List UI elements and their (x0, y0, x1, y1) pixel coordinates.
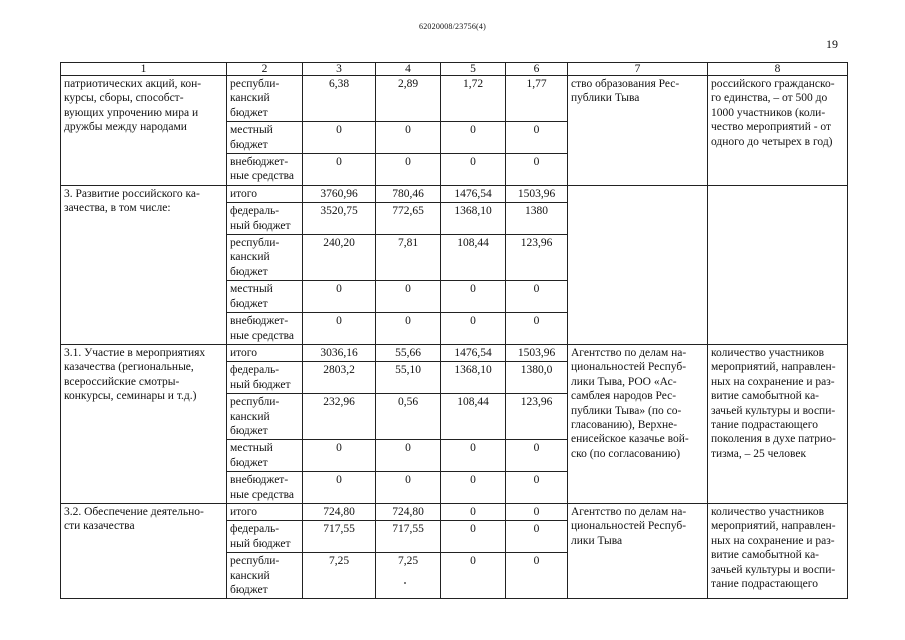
amount-cell-c3: 6,38 (303, 76, 376, 122)
amount-cell-c3: 2803,2 (303, 362, 376, 394)
amount-cell-c4: 7,25 (376, 553, 441, 599)
indicator-cell (708, 185, 848, 344)
amount-cell-c6: 1,77 (506, 76, 568, 122)
amount-cell-c4: 0 (376, 281, 441, 313)
funding-source-cell: итого (227, 503, 303, 520)
amount-cell-c3: 0 (303, 440, 376, 472)
amount-cell-c5: 108,44 (441, 235, 506, 281)
amount-cell-c6: 0 (506, 503, 568, 520)
table-body (61, 63, 848, 599)
amount-cell-c4: 55,10 (376, 362, 441, 394)
amount-cell-c5: 1368,10 (441, 362, 506, 394)
amount-cell-c6: 0 (506, 553, 568, 599)
indicator-cell: количество участников мероприятий, направлен- ных на сохранение и раз- витие самобытной ка- зачьей культуры и воспи- тание подрастающего поколения в духе патрио- тизма, – 25 человек (708, 344, 848, 503)
page-number: 19 (826, 37, 838, 51)
amount-cell-c3: 7,25 (303, 553, 376, 599)
header-col-2: 2 (227, 63, 303, 76)
amount-cell-c3: 0 (303, 281, 376, 313)
amount-cell-c5: 0 (441, 503, 506, 520)
amount-cell-c4: 724,80 (376, 503, 441, 520)
executor-cell (568, 185, 708, 344)
header-col-4: 4 (376, 63, 441, 76)
amount-cell-c4: 0 (376, 472, 441, 504)
funding-source-cell: республи- канский бюджет (227, 553, 303, 599)
amount-cell-c6: 0 (506, 313, 568, 345)
amount-cell-c4: 2,89 (376, 76, 441, 122)
funding-source-cell: местный бюджет (227, 122, 303, 154)
amount-cell-c5: 0 (441, 553, 506, 599)
amount-cell-c4: 0 (376, 154, 441, 186)
amount-cell-c3: 232,96 (303, 394, 376, 440)
amount-cell-c3: 3036,16 (303, 344, 376, 361)
activity-name-cell: 3.1. Участие в мероприятиях казачества (региональные, всероссийские смотры- конкурсы, семинары и т.д.) (61, 344, 227, 503)
amount-cell-c3: 3520,75 (303, 203, 376, 235)
amount-cell-c3: 0 (303, 472, 376, 504)
activity-name-cell: патриотических акций, кон- курсы, сборы, способст- вующих упрочению мира и дружбы между народами (61, 76, 227, 186)
amount-cell-c6: 1503,96 (506, 344, 568, 361)
amount-cell-c4: 772,65 (376, 203, 441, 235)
funding-source-cell: республи- канский бюджет (227, 235, 303, 281)
amount-cell-c5: 0 (441, 521, 506, 553)
amount-cell-c4: 0 (376, 122, 441, 154)
funding-source-cell: внебюджет- ные средства (227, 313, 303, 345)
funding-source-cell: местный бюджет (227, 440, 303, 472)
amount-cell-c5: 0 (441, 472, 506, 504)
header-col-3: 3 (303, 63, 376, 76)
amount-cell-c6: 123,96 (506, 235, 568, 281)
amount-cell-c4: 7,81 (376, 235, 441, 281)
header-row (61, 63, 848, 76)
table-row (61, 185, 848, 202)
amount-cell-c4: 0 (376, 313, 441, 345)
amount-cell-c6: 0 (506, 122, 568, 154)
document-code: 62020008/23756(4) (419, 22, 486, 31)
amount-cell-c4: 0,56 (376, 394, 441, 440)
indicator-cell: российского гражданско- го единства, – от 500 до 1000 участников (коли- чество мероприятий - от одного до четырех в год) (708, 76, 848, 186)
funding-source-cell: республи- канский бюджет (227, 76, 303, 122)
funding-source-cell: итого (227, 185, 303, 202)
amount-cell-c5: 0 (441, 440, 506, 472)
amount-cell-c3: 0 (303, 313, 376, 345)
executor-cell: Агентство по делам на- циональностей Респуб- лики Тыва, РОО «Ас- самблея народов Рес- публики Тыва» (по со- гласованию), Верхне- енисейское казачье вой- ско (по согласованию) (568, 344, 708, 503)
amount-cell-c5: 0 (441, 122, 506, 154)
amount-cell-c4: 0 (376, 440, 441, 472)
amount-cell-c3: 240,20 (303, 235, 376, 281)
amount-cell-c6: 123,96 (506, 394, 568, 440)
funding-source-cell: итого (227, 344, 303, 361)
table-row (61, 503, 848, 520)
amount-cell-c5: 0 (441, 313, 506, 345)
amount-cell-c3: 724,80 (303, 503, 376, 520)
amount-cell-c3: 717,55 (303, 521, 376, 553)
amount-cell-c4: 780,46 (376, 185, 441, 202)
funding-source-cell: внебюджет- ные средства (227, 472, 303, 504)
amount-cell-c6: 0 (506, 472, 568, 504)
amount-cell-c6: 0 (506, 440, 568, 472)
speck-mark (404, 582, 406, 584)
amount-cell-c5: 0 (441, 281, 506, 313)
header-col-8: 8 (708, 63, 848, 76)
activity-name-cell: 3. Развитие российского ка- зачества, в том числе: (61, 185, 227, 344)
amount-cell-c6: 0 (506, 154, 568, 186)
amount-cell-c4: 55,66 (376, 344, 441, 361)
amount-cell-c3: 0 (303, 154, 376, 186)
amount-cell-c5: 1,72 (441, 76, 506, 122)
amount-cell-c5: 0 (441, 154, 506, 186)
amount-cell-c5: 1368,10 (441, 203, 506, 235)
amount-cell-c6: 1380 (506, 203, 568, 235)
amount-cell-c6: 0 (506, 521, 568, 553)
amount-cell-c6: 1503,96 (506, 185, 568, 202)
activity-name-cell: 3.2. Обеспечение деятельно- сти казачества (61, 503, 227, 598)
amount-cell-c5: 1476,54 (441, 185, 506, 202)
table-row (61, 76, 848, 122)
header-col-7: 7 (568, 63, 708, 76)
amount-cell-c4: 717,55 (376, 521, 441, 553)
funding-source-cell: федераль- ный бюджет (227, 203, 303, 235)
amount-cell-c6: 1380,0 (506, 362, 568, 394)
amount-cell-c3: 3760,96 (303, 185, 376, 202)
header-col-5: 5 (441, 63, 506, 76)
executor-cell: ство образования Рес- публики Тыва (568, 76, 708, 186)
funding-source-cell: федераль- ный бюджет (227, 362, 303, 394)
indicator-cell: количество участников мероприятий, направлен- ных на сохранение и раз- витие самобытной ка- зачьей культуры и воспи- тание подрастающего (708, 503, 848, 598)
amount-cell-c3: 0 (303, 122, 376, 154)
table-row (61, 344, 848, 361)
funding-source-cell: внебюджет- ные средства (227, 154, 303, 186)
amount-cell-c6: 0 (506, 281, 568, 313)
amount-cell-c5: 108,44 (441, 394, 506, 440)
header-col-1: 1 (61, 63, 227, 76)
budget-table (60, 62, 848, 599)
funding-source-cell: республи- канский бюджет (227, 394, 303, 440)
executor-cell: Агентство по делам на- циональностей Респуб- лики Тыва (568, 503, 708, 598)
amount-cell-c5: 1476,54 (441, 344, 506, 361)
funding-source-cell: местный бюджет (227, 281, 303, 313)
header-col-6: 6 (506, 63, 568, 76)
funding-source-cell: федераль- ный бюджет (227, 521, 303, 553)
